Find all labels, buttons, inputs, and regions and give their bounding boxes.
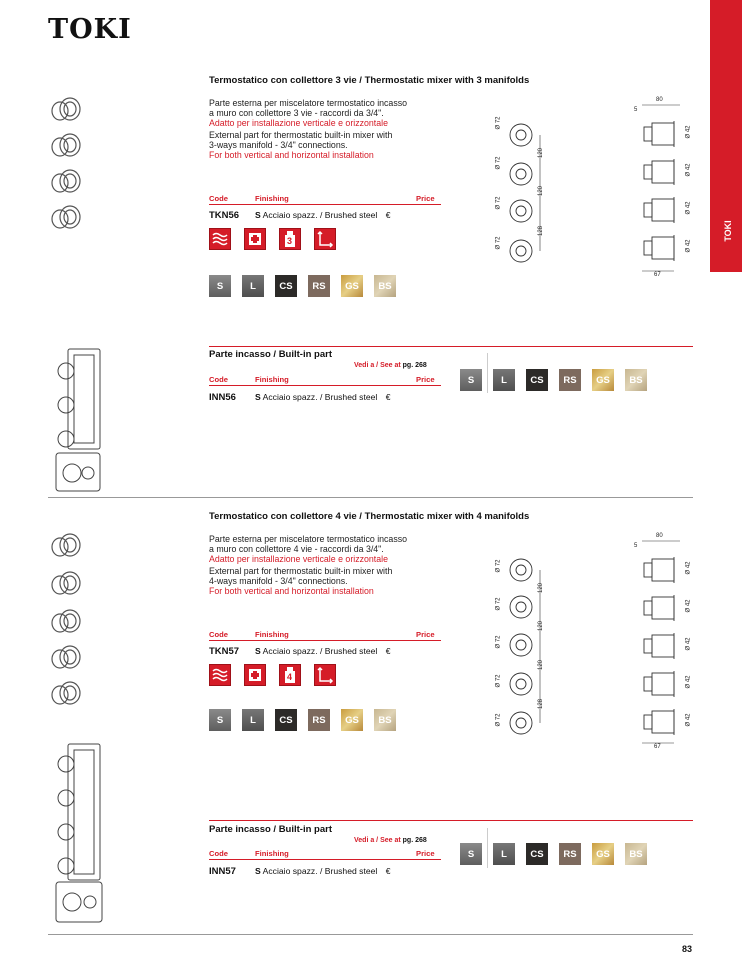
divider xyxy=(209,640,441,641)
desc-line-red: Adatto per installazione verticale e orizzontale xyxy=(209,118,388,128)
manifold-icon xyxy=(279,664,301,686)
page-ref: pg. 268 xyxy=(402,362,427,369)
dim-label: Ø 72 xyxy=(495,116,502,130)
product-code: TKN57 xyxy=(209,646,240,657)
dim-label: 67 xyxy=(654,744,661,750)
water-icon xyxy=(209,228,231,250)
code-label: Code xyxy=(209,194,228,203)
dim-label: Ø 42 xyxy=(685,201,692,215)
desc-line: Parte esterna per miscelatore termostatico incasso xyxy=(209,98,408,108)
see-at xyxy=(354,837,427,844)
dim-label: Ø 42 xyxy=(685,561,692,575)
swatch-cs: CS xyxy=(526,369,548,391)
finish xyxy=(255,210,390,220)
finishing-label: Finishing xyxy=(255,630,289,639)
footer-divider xyxy=(48,934,693,935)
swatch-cs: CS xyxy=(275,709,297,731)
swatch-s: S xyxy=(460,369,482,391)
desc-line: a muro con collettore 3 vie - raccordi da 3/4". xyxy=(209,108,384,118)
swatch-rs: RS xyxy=(559,369,581,391)
description xyxy=(209,98,449,160)
builtin-image-4 xyxy=(48,740,106,925)
swatch-l: L xyxy=(493,843,515,865)
section-title: Termostatico con collettore 3 vie / Thermostatic mixer with 3 manifolds xyxy=(209,75,530,86)
swatch-rs: RS xyxy=(559,843,581,865)
product-images-4 xyxy=(48,533,88,713)
swatch-cs: CS xyxy=(275,275,297,297)
page-ref: pg. 268 xyxy=(402,837,427,844)
finish-letter: S xyxy=(255,392,261,402)
divider xyxy=(209,820,693,821)
divider xyxy=(209,346,693,347)
code-label: Code xyxy=(209,375,228,384)
swatch-bs: BS xyxy=(625,843,647,865)
builtin-title: Parte incasso / Built-in part xyxy=(209,824,332,835)
swatch-s: S xyxy=(209,709,231,731)
finishing-label: Finishing xyxy=(255,194,289,203)
manifold-icon xyxy=(279,228,301,250)
section-title: Termostatico con collettore 4 vie / Thermostatic mixer with 4 manifolds xyxy=(209,511,530,522)
builtin-image-3 xyxy=(48,345,104,495)
product-code: INN56 xyxy=(209,392,236,403)
currency: € xyxy=(385,210,391,220)
code-label: Code xyxy=(209,849,228,858)
dim-label: Ø 42 xyxy=(685,163,692,177)
finish-swatches xyxy=(209,275,396,297)
divider xyxy=(209,385,441,386)
product-code: INN57 xyxy=(209,866,236,877)
desc-line: 4-ways manifold - 3/4" connections. xyxy=(209,576,348,586)
swatch-l: L xyxy=(242,275,264,297)
desc-line-red: Adatto per installazione verticale e orizzontale xyxy=(209,554,388,564)
finish-letter: S xyxy=(255,210,261,220)
dim-label: Ø 72 xyxy=(495,196,502,210)
side-tab-label: TOKI xyxy=(723,220,733,242)
swatch-cs: CS xyxy=(526,843,548,865)
price-label: Price xyxy=(416,630,435,639)
dim-label: Ø 72 xyxy=(495,156,502,170)
swatch-l: L xyxy=(493,369,515,391)
feature-icons xyxy=(209,664,336,686)
dim-label: Ø 42 xyxy=(685,637,692,651)
price-label: Price xyxy=(416,849,435,858)
section-divider xyxy=(48,497,693,498)
finish-letter: S xyxy=(255,866,261,876)
builtin-title: Parte incasso / Built-in part xyxy=(209,349,332,360)
dim-label: Ø 42 xyxy=(685,125,692,139)
orientation-icon xyxy=(314,228,336,250)
swatch-gs: GS xyxy=(341,275,363,297)
finish xyxy=(255,866,390,876)
page-number: 83 xyxy=(682,944,693,954)
swatch-bs: BS xyxy=(374,275,396,297)
swatch-s: S xyxy=(460,843,482,865)
dim-label: Ø 42 xyxy=(685,599,692,613)
dim-label: Ø 72 xyxy=(495,559,502,573)
manifold-number: 4 xyxy=(287,672,293,682)
price-label: Price xyxy=(416,375,435,384)
finish-text: Acciaio spazz. / Brushed steel xyxy=(262,210,378,220)
swatch-gs: GS xyxy=(592,843,614,865)
manifold-number: 3 xyxy=(287,236,293,246)
front-drawing-3 xyxy=(492,100,552,270)
knob-images xyxy=(48,95,88,235)
swatch-l: L xyxy=(242,709,264,731)
finish-letter: S xyxy=(255,646,261,656)
finish-swatches xyxy=(209,709,396,731)
dim-label: 120 xyxy=(538,659,545,671)
dim-label: 67 xyxy=(654,272,661,278)
finish-text: Acciaio spazz. / Brushed steel xyxy=(262,392,378,402)
swatch-s: S xyxy=(209,275,231,297)
dim-label: Ø 42 xyxy=(685,713,692,727)
dim-label: 128 xyxy=(538,698,545,710)
currency: € xyxy=(385,646,391,656)
swatch-gs: GS xyxy=(341,709,363,731)
dim-label: 120 xyxy=(538,620,545,632)
finish-swatches xyxy=(460,843,647,865)
see-at-label: Vedi a / See at xyxy=(354,837,401,844)
front-drawing-4 xyxy=(492,545,552,745)
dim-label: Ø 42 xyxy=(685,239,692,253)
dim-label: Ø 72 xyxy=(495,236,502,250)
dim-label: 80 xyxy=(656,97,663,103)
desc-line: a muro con collettore 4 vie - raccordi da 3/4". xyxy=(209,544,384,554)
dim-label: Ø 72 xyxy=(495,597,502,611)
swatch-bs: BS xyxy=(625,369,647,391)
dim-label: Ø 72 xyxy=(495,635,502,649)
dim-label: 120 xyxy=(538,582,545,594)
see-at xyxy=(354,362,427,369)
price-label: Price xyxy=(416,194,435,203)
currency: € xyxy=(385,392,391,402)
product-code: TKN56 xyxy=(209,210,240,221)
desc-line-red: For both vertical and horizontal installation xyxy=(209,586,374,596)
product-images-3 xyxy=(48,95,88,235)
finishing-label: Finishing xyxy=(255,849,289,858)
desc-line-red: For both vertical and horizontal installation xyxy=(209,150,374,160)
currency: € xyxy=(385,866,391,876)
desc-line: 3-ways manifold - 3/4" connections. xyxy=(209,140,348,150)
finish-swatches xyxy=(460,369,647,391)
desc-line: Parte esterna per miscelatore termostatico incasso xyxy=(209,534,408,544)
dim-label: 5 xyxy=(634,543,638,549)
dim-label: Ø 72 xyxy=(495,674,502,688)
finish-text: Acciaio spazz. / Brushed steel xyxy=(262,866,378,876)
swatch-rs: RS xyxy=(308,709,330,731)
desc-line: External part for thermostatic built-in mixer with xyxy=(209,130,393,140)
dim-label: 80 xyxy=(656,533,663,539)
divider xyxy=(209,859,441,860)
feature-icons xyxy=(209,228,336,250)
desc-line: External part for thermostatic built-in mixer with xyxy=(209,566,393,576)
side-drawing-4 xyxy=(630,531,700,756)
side-tab xyxy=(710,0,742,272)
dim-label: 5 xyxy=(634,107,638,113)
dim-label: 128 xyxy=(538,225,545,237)
orientation-icon xyxy=(314,664,336,686)
finish xyxy=(255,392,390,402)
description xyxy=(209,534,449,596)
dim-label: Ø 42 xyxy=(685,675,692,689)
dim-label: 120 xyxy=(538,147,545,159)
dim-label: 120 xyxy=(538,185,545,197)
see-at-label: Vedi a / See at xyxy=(354,362,401,369)
code-label: Code xyxy=(209,630,228,639)
dim-label: Ø 72 xyxy=(495,713,502,727)
water-icon xyxy=(209,664,231,686)
swatch-gs: GS xyxy=(592,369,614,391)
divider xyxy=(209,204,441,205)
side-drawing-3 xyxy=(630,95,700,280)
swatch-rs: RS xyxy=(308,275,330,297)
safety-stop-icon xyxy=(244,664,266,686)
brand-logo: TOKI xyxy=(48,14,132,45)
safety-stop-icon xyxy=(244,228,266,250)
finish xyxy=(255,646,390,656)
swatch-bs: BS xyxy=(374,709,396,731)
finishing-label: Finishing xyxy=(255,375,289,384)
finish-text: Acciaio spazz. / Brushed steel xyxy=(262,646,378,656)
